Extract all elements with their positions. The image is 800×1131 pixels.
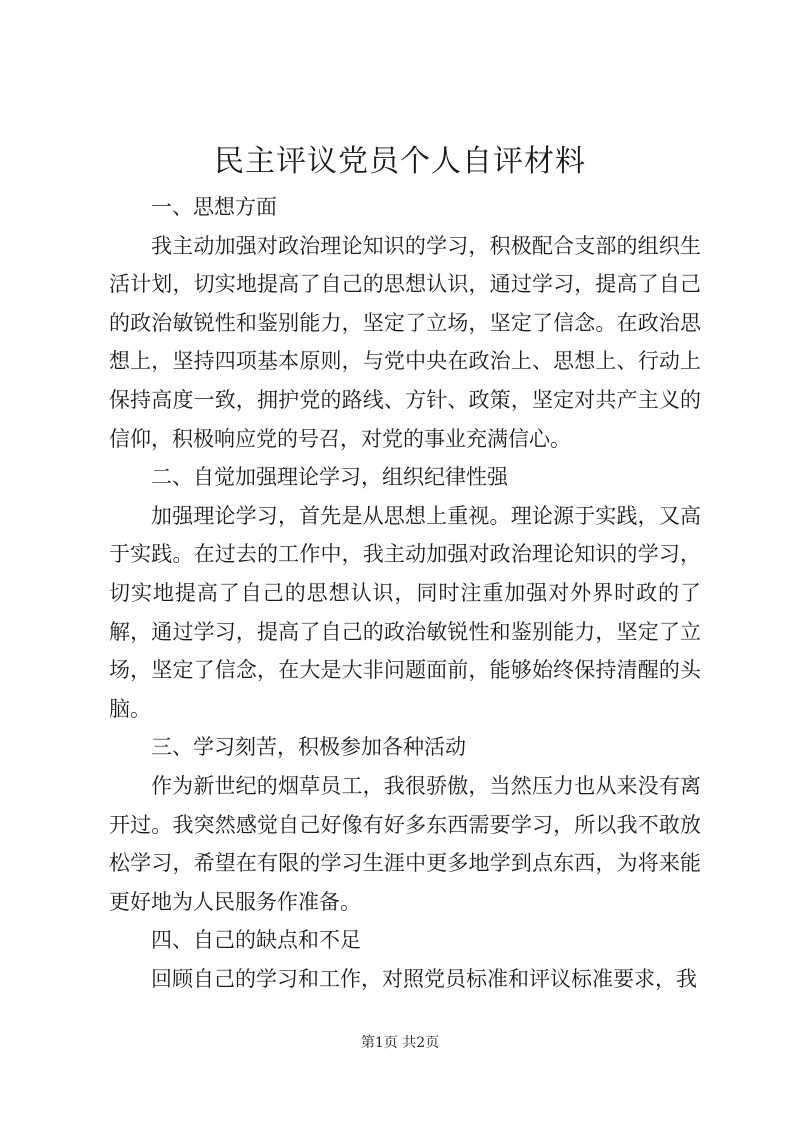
- section-3-heading: 三、学习刻苦，积极参加各种活动: [151, 735, 466, 760]
- section-4-heading: 四、自己的缺点和不足: [151, 928, 361, 953]
- section-3-paragraph: 作为新世纪的烟草员工，我很骄傲，当然压力也从来没有离开过。我突然感觉自己好像有好多东西需要学习，所以我不敢放松学习，希望在有限的学习生涯中更多地学到点东西，为将来能更好地为人民服务作准备。: [109, 773, 701, 914]
- section-2-heading: 二、自觉加强理论学习，组织纪律性强: [151, 465, 508, 490]
- section-1-heading: 一、思想方面: [151, 195, 277, 219]
- page-number-footer: 第1页 共2页: [360, 1035, 440, 1051]
- section-4-paragraph: 回顾自己的学习和工作，对照党员标准和评议标准要求，我: [151, 966, 697, 991]
- document-title: 民主评议党员个人自评材料: [214, 144, 586, 179]
- section-2-paragraph: 加强理论学习，首先是从思想上重视。理论源于实践，又高于实践。在过去的工作中，我主动加强对政治理论知识的学习，切实地提高了自己的思想认识，同时注重加强对外界时政的了解，通过学习，提高了自己的政治敏锐性和鉴别能力，坚定了立场，坚定了信念，在大是大非问题面前，能够始终保持清醒的头脑。: [109, 503, 701, 721]
- document-body: [109, 188, 701, 998]
- section-1-paragraph: 我主动加强对政治理论知识的学习，积极配合支部的组织生活计划，切实地提高了自己的思想认识，通过学习，提高了自己的政治敏锐性和鉴别能力，坚定了立场，坚定了信念。在政治思想上，坚持四项基本原则，与党中央在政治上、思想上、行动上保持高度一致，拥护党的路线、方针、政策，坚定对共产主义的信仰，积极响应党的号召，对党的事业充满信心。: [109, 233, 701, 451]
